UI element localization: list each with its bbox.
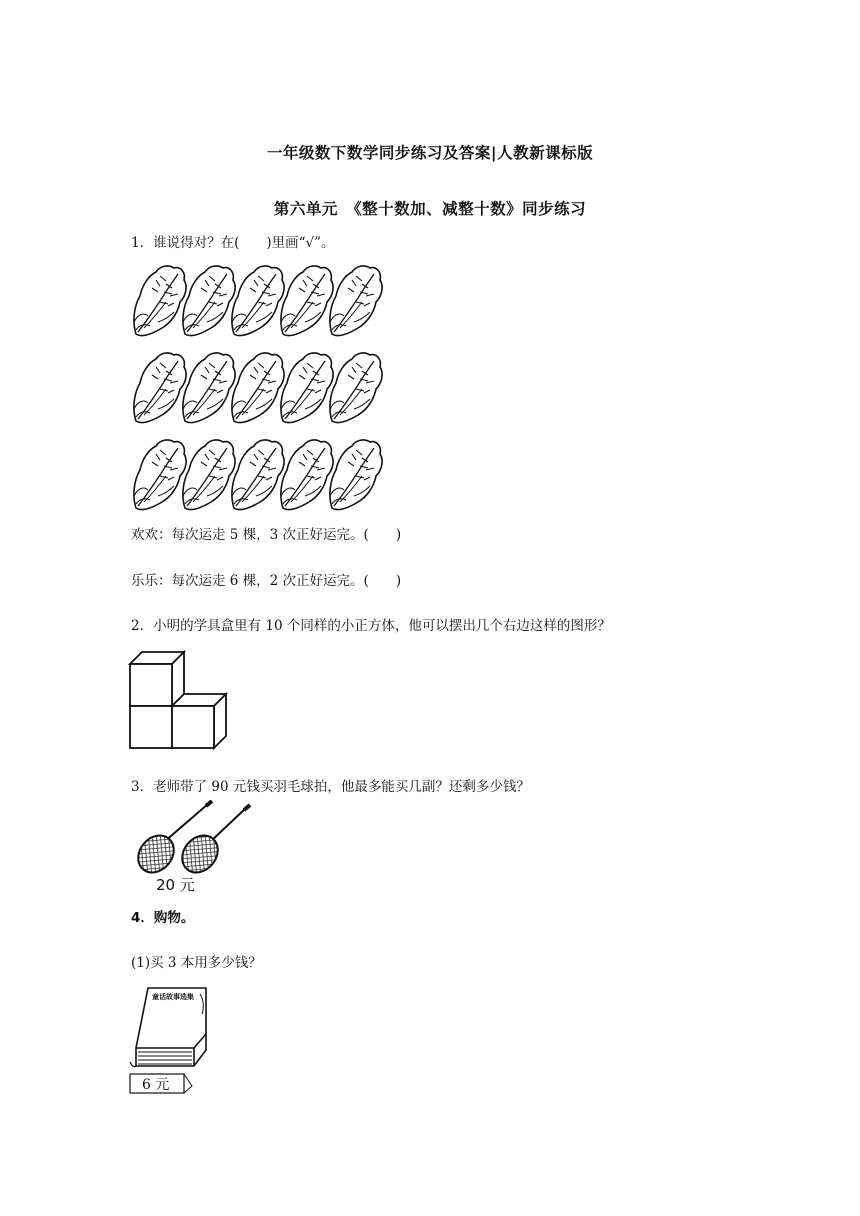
book-figure	[128, 986, 212, 1096]
cube-figure	[128, 650, 228, 752]
racket-price-label: 20 元	[156, 876, 195, 894]
cabbage-icon	[134, 266, 186, 336]
huanhuan-statement: 欢欢：每次运走 5 棵，3 次正好运完。( )	[131, 527, 402, 543]
cabbage-icon	[330, 353, 382, 423]
cabbage-icon	[281, 440, 333, 510]
cabbage-icon	[232, 266, 284, 336]
racket-figure	[128, 800, 256, 894]
cabbage-icon	[134, 440, 186, 510]
question-1-prompt: 1．谁说得对？在( )里画“√”。	[131, 235, 335, 251]
racket-icon	[175, 805, 250, 880]
cabbage-icon	[134, 353, 186, 423]
cabbage-icon	[281, 353, 333, 423]
cabbage-grid	[128, 258, 388, 514]
cabbage-icon	[330, 266, 382, 336]
lele-statement: 乐乐：每次运走 6 棵，2 次正好运完。( )	[131, 573, 402, 589]
cabbage-figure	[128, 258, 388, 514]
question-2-prompt: 2．小明的学具盒里有 10 个同样的小正方体，他可以摆出几个右边这样的图形？	[131, 618, 611, 634]
unit-subtitle: 第六单元 《整十数加、减整十数》同步练习	[273, 200, 587, 218]
question-4-prompt: 4．购物。	[131, 910, 195, 926]
cabbage-icon	[183, 266, 235, 336]
book-title: 童话故事选集	[152, 993, 194, 1001]
cube-front-face	[130, 664, 172, 706]
cube-front-face	[172, 706, 214, 748]
cube-front-face	[130, 706, 172, 748]
question-3-prompt: 3．老师带了 90 元钱买羽毛球拍，他最多能买几副？还剩多少钱？	[131, 779, 530, 795]
cabbage-icon	[330, 440, 382, 510]
document-title: 一年级数下数学同步练习及答案|人教新课标版	[266, 144, 594, 162]
cabbage-icon	[232, 440, 284, 510]
cabbage-icon	[281, 266, 333, 336]
question-4-sub1: (1)买 3 本用多少钱？	[131, 955, 262, 971]
cabbage-icon	[183, 440, 235, 510]
book-price-label: 6 元	[142, 1077, 170, 1093]
cabbage-icon	[232, 353, 284, 423]
cabbage-icon	[183, 353, 235, 423]
